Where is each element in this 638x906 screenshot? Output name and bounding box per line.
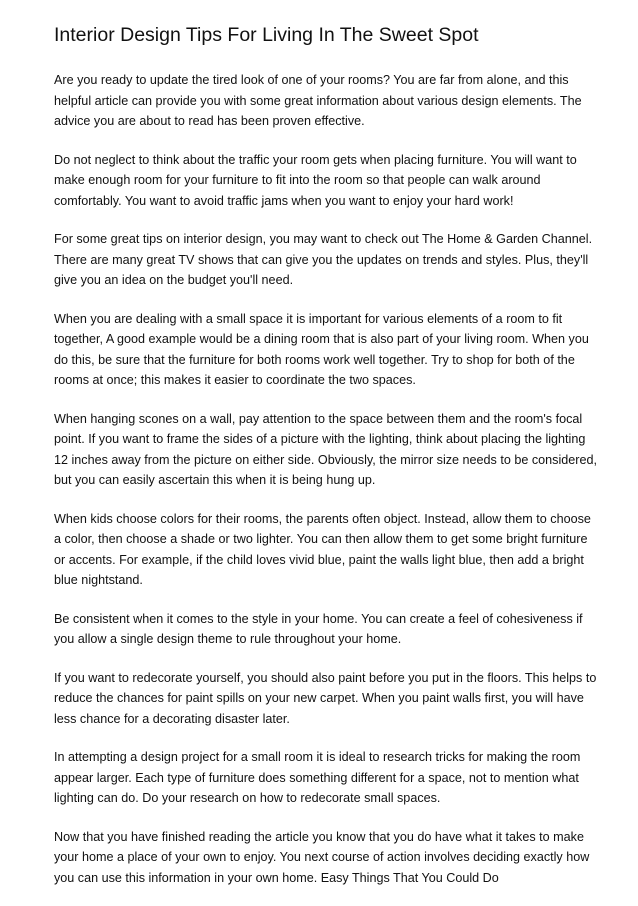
paragraph-5: When hanging scones on a wall, pay attention to the space between them and the room's focal point. If you want to frame the sides of a picture with the lighting, think about placing the lighting 12 inches away from the picture on either side. Obviously, the mirror size needs to be considered, but you can easily ascertain this when it is being hung up. — [54, 411, 597, 487]
paragraph-9: In attempting a design project for a small room it is ideal to research tricks for making the room appear larger. Each type of furniture does something different for a space, not to mention what lighting can do. Do your research on how to redecorate small spaces. — [54, 750, 581, 805]
paragraph-6: When kids choose colors for their rooms, the parents often object. Instead, allow them to choose a color, then choose a shade or two lighter. You can then allow them to get some bright furniture or accents. For example, if the child loves vivid blue, paint the walls light blue, then add a bright blue nightstand. — [54, 511, 591, 587]
document-title: Interior Design Tips For Living In The Sweet Spot — [54, 24, 479, 46]
paragraph-2: Do not neglect to think about the traffic your room gets when placing furniture. You will want to make enough room for your furniture to fit into the room so that people can walk around comfortably. You want to avoid traffic jams when you want to enjoy your hard work! — [54, 152, 577, 208]
paragraph-7: Be consistent when it comes to the style in your home. You can create a feel of cohesiveness if you allow a single design theme to rule throughout your home. — [54, 611, 583, 646]
paragraph-3: For some great tips on interior design, you may want to check out The Home & Garden Channel. There are many great TV shows that can give you the updates on trends and styles. Plus, they'll give you an idea on the budget you'll need. — [54, 232, 593, 287]
document-page — [54, 22, 600, 906]
paragraph-10: Now that you have finished reading the article you know that you do have what it takes to make your home a place of your own to enjoy. You next course of action involves deciding exactly how you can use this information in your own home. Easy Things That You Could Do — [54, 829, 590, 885]
paragraph-8: If you want to redecorate yourself, you should also paint before you put in the floors. This helps to reduce the chances for paint spills on your new carpet. When you paint walls first, you will have less chance for a decorating disaster later. — [54, 670, 597, 726]
paragraph-1: Are you ready to update the tired look of one of your rooms? You are far from alone, and this helpful article can provide you with some great information about various design elements. The advice you are about to read has been proven effective. — [54, 73, 582, 128]
paragraph-4: When you are dealing with a small space it is important for various elements of a room to fit together, A good example would be a dining room that is also part of your living room. When you do this, be sure that the furniture for both rooms work well together. Try to shop for both of the rooms at once; this makes it easier to coordinate the two spaces. — [54, 311, 589, 387]
